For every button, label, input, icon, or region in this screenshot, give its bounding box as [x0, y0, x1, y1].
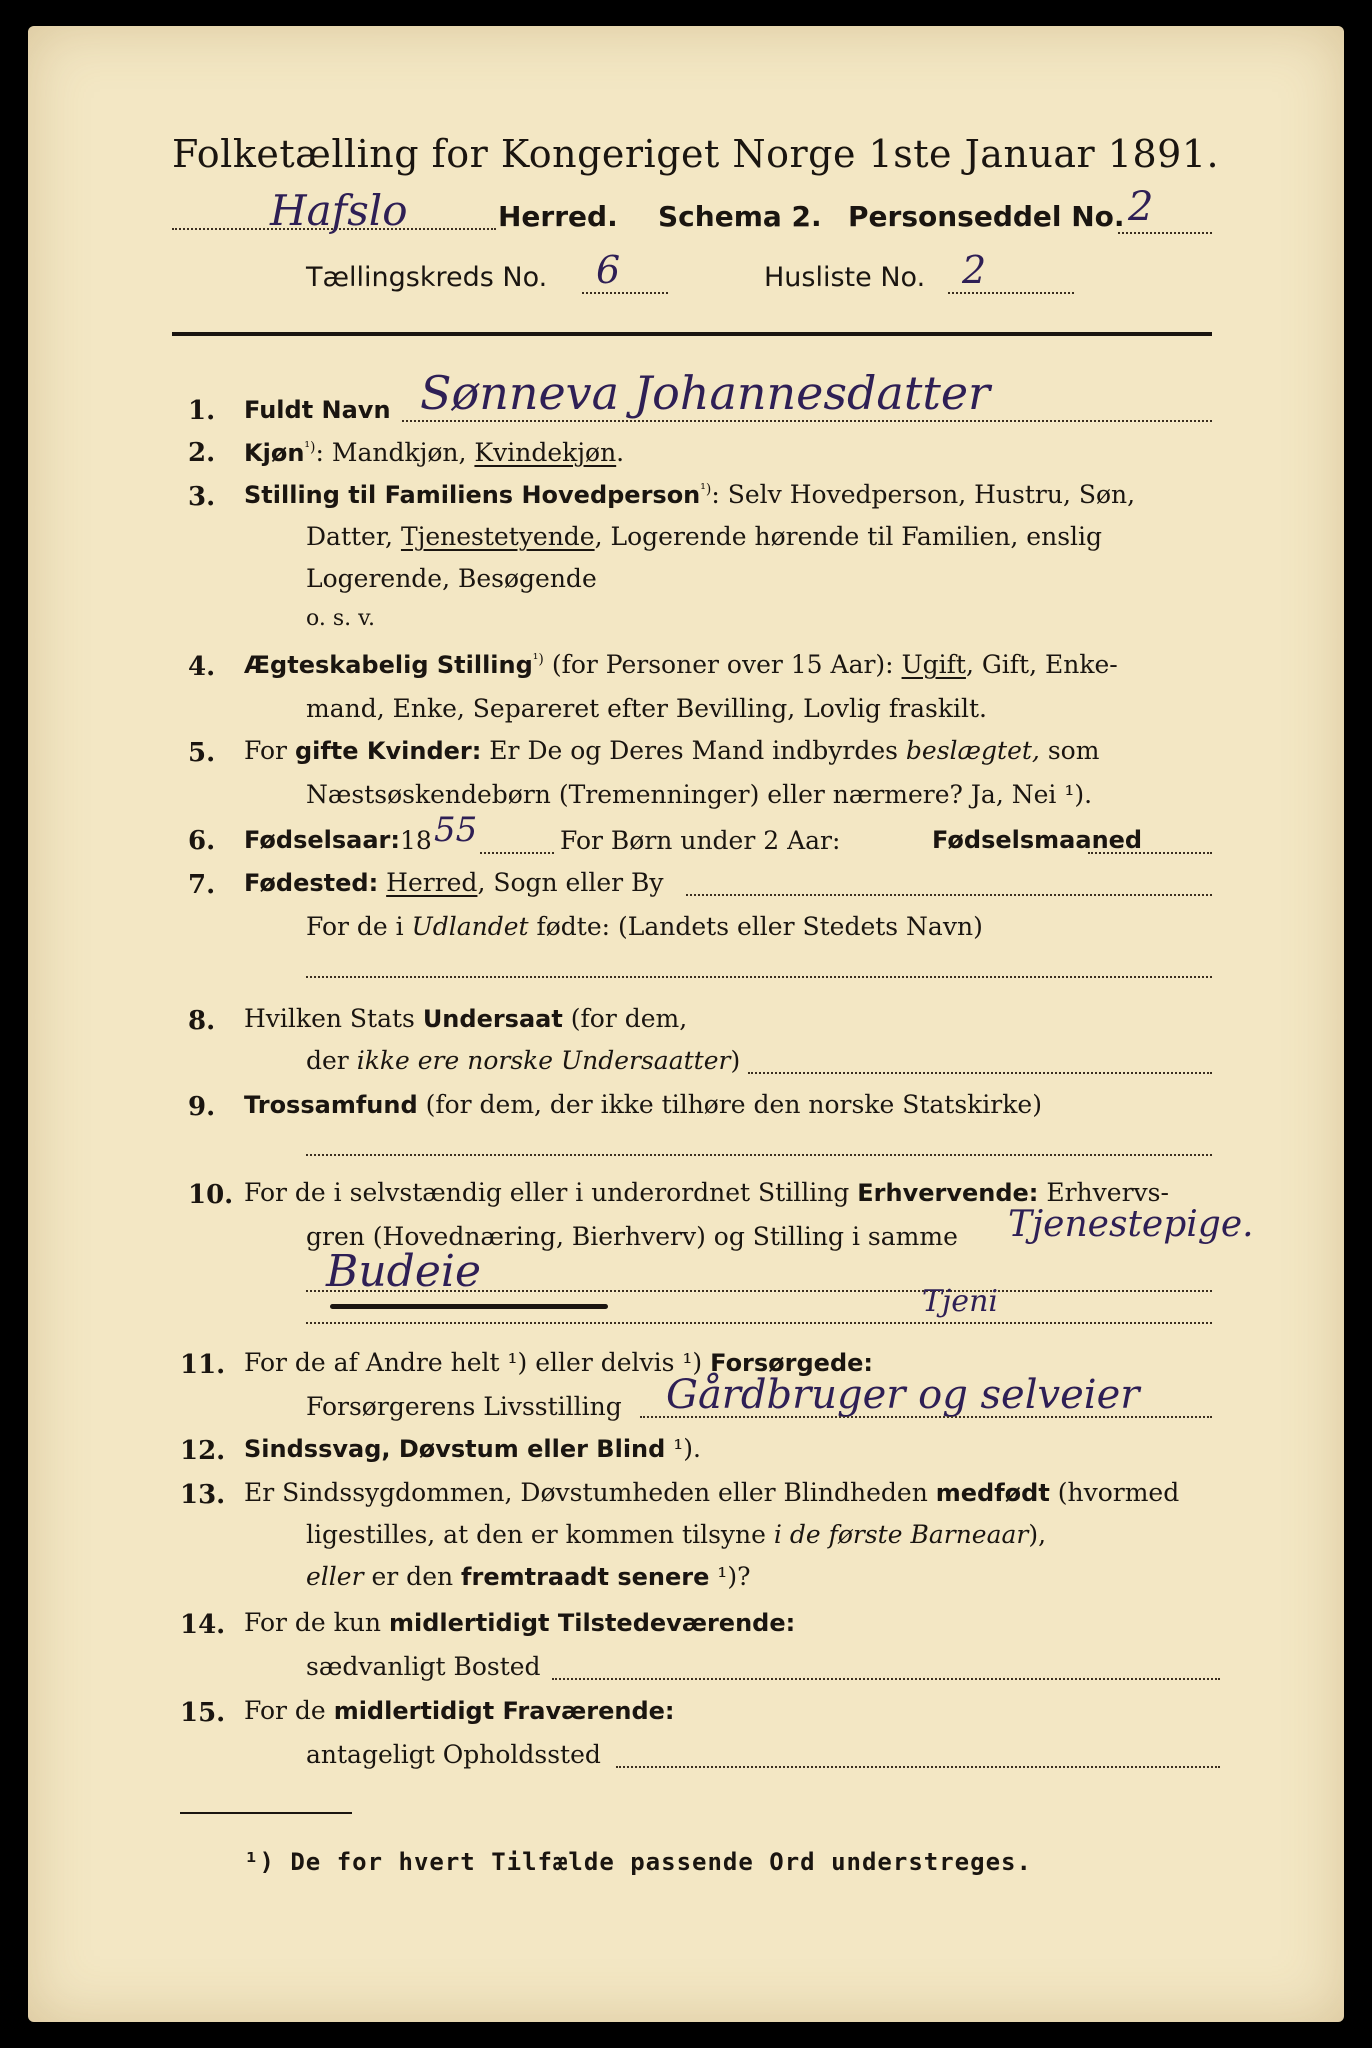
- husliste-fill-line: [948, 292, 1074, 294]
- q5-label: gifte Kvinder:: [294, 737, 482, 765]
- q13-label: medfødt: [935, 1479, 1050, 1507]
- q10-ink-stroke: [330, 1304, 608, 1309]
- q10-fill-line-2: [306, 1322, 1212, 1324]
- q13-line3: [306, 1562, 751, 1591]
- q13-line3-d: ¹)?: [709, 1562, 751, 1591]
- q12-text: ¹).: [665, 1434, 701, 1463]
- provider-occupation-handwritten: Gårdbruger og selveier: [666, 1372, 1140, 1418]
- q8-line1: [244, 1004, 687, 1033]
- q7-text-a: [378, 868, 386, 897]
- personseddel-fill-line: [1118, 232, 1212, 234]
- q9-fill-line: [306, 1154, 1212, 1156]
- header-rule: [172, 332, 1212, 336]
- q13-text-b: (hvormed: [1049, 1478, 1180, 1507]
- form-title: Folketælling for Kongeriget Norge 1ste Januar 1891.: [172, 132, 1220, 176]
- q7-line2-c: fødte: (Landets eller Stedets Navn): [528, 912, 983, 941]
- husliste-number: 2: [962, 248, 987, 292]
- q3-line2-a: Datter,: [306, 522, 401, 551]
- q6-label2: Fødselsmaaned: [932, 826, 1143, 854]
- q15-line1: [244, 1696, 675, 1725]
- q6-month-fill-line: [1088, 852, 1212, 854]
- q2-text-a: : Mandkjøn,: [315, 438, 475, 467]
- q10-fill-line-1: [306, 1290, 1212, 1292]
- q3-label: Stilling til Familiens Hovedperson: [244, 481, 701, 509]
- q14-number: 14.: [180, 1610, 226, 1640]
- q13-text-a: Er Sindssygdommen, Døvstumheden eller Blindheden: [244, 1478, 936, 1507]
- q15-line2: antageligt Opholdssted: [306, 1740, 601, 1769]
- herred-label: Herred.: [498, 200, 618, 233]
- q14-line2: sædvanligt Bosted: [306, 1652, 541, 1681]
- q10-number: 10.: [188, 1180, 234, 1210]
- q12-line1: [244, 1434, 701, 1463]
- q3-line4: o. s. v.: [306, 606, 375, 631]
- q7-line2-b: Udlandet: [411, 912, 529, 941]
- q8-label: Undersaat: [422, 1005, 563, 1033]
- footnote-rule: [180, 1812, 352, 1814]
- q5-number: 5.: [188, 738, 216, 768]
- q13-line2-c: ),: [1028, 1520, 1047, 1549]
- q10-line1: [244, 1178, 1169, 1207]
- q4-ugift-underlined: Ugift: [901, 650, 966, 679]
- q13-line2: [306, 1520, 1046, 1549]
- q2-sup: ¹): [304, 439, 316, 456]
- q11-number: 11.: [180, 1350, 226, 1380]
- q8-line2-a: der: [306, 1046, 357, 1075]
- q6-number: 6.: [188, 826, 216, 856]
- q9-label: Trossamfund: [244, 1091, 418, 1119]
- q5-line2: Næstsøskendebørn (Tremenninger) eller nærmere? Ja, Nei ¹).: [306, 780, 1093, 809]
- q6-year-prefix: 18: [400, 826, 432, 855]
- q13-line3-a: eller: [306, 1562, 364, 1591]
- q13-line2-a: ligestilles, at den er kommen tilsyne: [306, 1520, 774, 1549]
- q15-fill-line: [616, 1766, 1220, 1768]
- q9-number: 9.: [188, 1092, 216, 1122]
- q5-label-a: For: [244, 736, 295, 765]
- q7-label: Fødested:: [244, 869, 379, 897]
- occupation-line2-handwritten: Budeie: [326, 1246, 481, 1297]
- q7-number: 7.: [188, 870, 216, 900]
- q15-label: midlertidigt Fraværende:: [333, 1697, 675, 1725]
- birth-year-handwritten: 55: [434, 810, 478, 850]
- q11-text-a: For de af Andre helt ¹) eller delvis ¹): [244, 1348, 711, 1377]
- q13-line2-b: i de første Barneaar: [773, 1520, 1029, 1549]
- q7-fill-line: [686, 894, 1212, 896]
- schema-label: Schema 2.: [658, 200, 822, 233]
- taellingskreds-label: Tællingskreds No.: [306, 262, 548, 293]
- q13-line3-b: er den: [363, 1562, 462, 1591]
- taellingskreds-number: 6: [596, 248, 621, 292]
- q3-line1-text: : Selv Hovedperson, Hustru, Søn,: [711, 480, 1136, 509]
- q1-label: Fuldt Navn: [244, 396, 391, 424]
- q7-herred-underlined: Herred: [386, 868, 478, 897]
- q9-line1: [244, 1090, 1042, 1119]
- q4-number: 4.: [188, 652, 216, 682]
- q14-label: midlertidigt Tilstedeværende:: [388, 1609, 796, 1637]
- q14-fill-line: [552, 1678, 1220, 1680]
- q8-line2-b: ikke ere norske Undersaatter: [356, 1046, 731, 1075]
- q4-sup: ¹): [532, 651, 544, 668]
- q8-text-a: Hvilken Stats: [244, 1004, 423, 1033]
- q6-label: Fødselsaar:: [244, 826, 400, 854]
- q7-extra-fill-line: [306, 976, 1212, 978]
- q7-line1: [244, 868, 664, 897]
- q4-label: Ægteskabelig Stilling: [244, 651, 533, 679]
- q11-fill-line: [640, 1416, 1212, 1418]
- q3-line1: [244, 480, 1135, 509]
- footnote: ¹) De for hvert Tilfælde passende Ord understreges.: [244, 1848, 1032, 1876]
- q3-line2: [306, 522, 1102, 551]
- q13-number: 13.: [180, 1480, 226, 1510]
- q2-label: Kjøn: [244, 439, 305, 467]
- q15-text-a: For de: [244, 1696, 334, 1725]
- taellingskreds-fill-line: [582, 292, 668, 294]
- q8-text-b: (for dem,: [562, 1004, 688, 1033]
- q14-text-a: For de kun: [244, 1608, 389, 1637]
- q4-line1-c: , Gift, Enke-: [965, 650, 1118, 679]
- q10-text-b: Erhvervs-: [1038, 1178, 1169, 1207]
- q3-number: 3.: [188, 482, 216, 512]
- q13-line3-c: fremtraadt senere: [461, 1563, 710, 1591]
- q10-text-a: For de i selvstændig eller i underordnet Stilling: [244, 1178, 858, 1207]
- q2-kvindekjon-underlined: Kvindekjøn: [474, 438, 617, 467]
- personseddel-label: Personseddel No.: [848, 200, 1125, 233]
- q12-label: Sindssvag, Døvstum eller Blind: [244, 1435, 666, 1463]
- full-name-handwritten: Sønneva Johannesdatter: [420, 366, 991, 420]
- q3-line3: Logerende, Besøgende: [306, 564, 597, 593]
- q2-line: [244, 438, 624, 467]
- husliste-label: Husliste No.: [764, 262, 926, 293]
- q1-fill-line: [402, 420, 1212, 422]
- q3-tjenestetyende-underlined: Tjenestetyende: [400, 522, 595, 551]
- q8-line2: [306, 1046, 740, 1075]
- q5-line1-c: som: [1039, 736, 1100, 765]
- q10-line2: gren (Hovednæring, Bierhverv) og Stilling i samme: [306, 1222, 958, 1251]
- q4-line2: mand, Enke, Separeret efter Bevilling, Lovlig fraskilt.: [306, 694, 987, 723]
- q6-text: For Børn under 2 Aar:: [560, 826, 841, 855]
- q4-line1-a: (for Personer over 15 Aar):: [543, 650, 902, 679]
- q7-line2: [306, 912, 983, 941]
- q13-line1: [244, 1478, 1179, 1507]
- q5-line1: [244, 736, 1099, 765]
- q5-line1-a: Er De og Deres Mand indbyrdes: [481, 736, 906, 765]
- personseddel-number: 2: [1128, 184, 1154, 230]
- q7-text-c: , Sogn eller By: [477, 868, 664, 897]
- q9-text: (for dem, der ikke tilhøre den norske Statskirke): [417, 1090, 1042, 1119]
- q6-year-fill-line: [480, 852, 554, 854]
- q5-line1-b: beslægtet,: [905, 736, 1040, 765]
- q8-line2-c: ): [730, 1046, 741, 1075]
- q8-fill-line: [748, 1072, 1212, 1074]
- q8-number: 8.: [188, 1006, 216, 1036]
- occupation-note-handwritten: Tjeni: [922, 1284, 998, 1319]
- q14-line1: [244, 1608, 795, 1637]
- q11-label: Forsørgede:: [710, 1349, 874, 1377]
- herred-handwritten: Hafslo: [270, 186, 408, 235]
- q12-number: 12.: [180, 1436, 226, 1466]
- q11-line2: Forsørgerens Livsstilling: [306, 1392, 622, 1421]
- q1-number: 1.: [188, 396, 216, 426]
- q7-line2-a: For de i: [306, 912, 412, 941]
- q10-label: Erhvervende:: [857, 1179, 1039, 1207]
- occupation-handwritten: Tjenestepige.: [1008, 1204, 1254, 1245]
- q4-line1: [244, 650, 1118, 679]
- q2-text-c: .: [616, 438, 625, 467]
- q3-sup: ¹): [700, 481, 712, 498]
- q3-line2-c: , Logerende hørende til Familien, enslig: [594, 522, 1103, 551]
- q15-number: 15.: [180, 1698, 226, 1728]
- q2-number: 2.: [188, 438, 216, 468]
